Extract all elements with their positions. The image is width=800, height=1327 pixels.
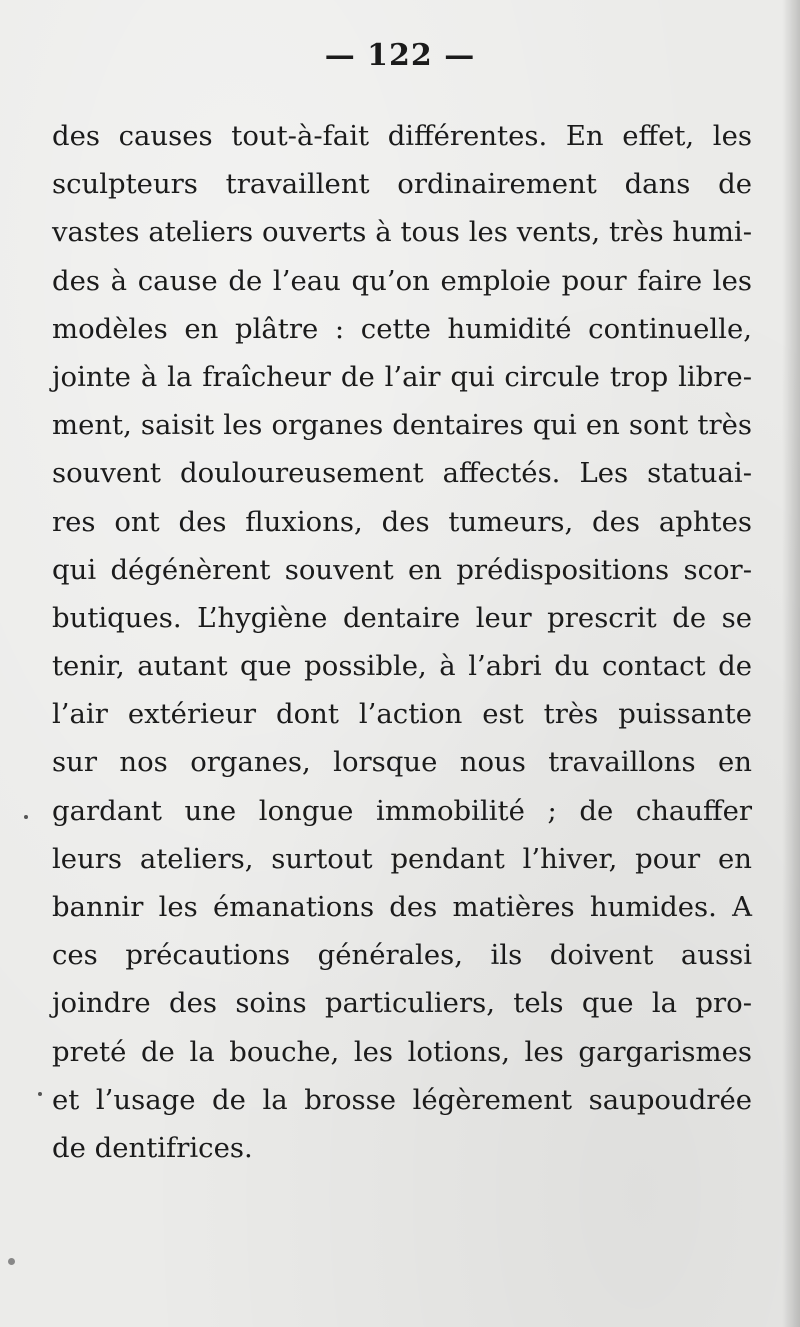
text-line: leurs ateliers, surtout pendant l’hiver, pour en — [52, 842, 752, 875]
text-line: joindre des soins particuliers, tels que la pro- — [52, 987, 752, 1020]
body-text — [52, 112, 752, 1172]
ink-speck — [38, 1092, 42, 1096]
text-line: jointe à la fraîcheur de l’air qui circule trop libre- — [52, 360, 752, 393]
text-line: res ont des fluxions, des tumeurs, des aphtes — [52, 505, 752, 538]
text-line: qui dégénèrent souvent en prédispositions scor- — [52, 553, 752, 586]
text-line: ment, saisit les organes dentaires qui en sont très — [52, 409, 752, 442]
text-line: sur nos organes, lorsque nous travaillons en — [52, 746, 752, 779]
ink-speck — [8, 1258, 15, 1265]
text-line: vastes ateliers ouverts à tous les vents, très humi- — [52, 216, 752, 249]
text-line: sculpteurs travaillent ordinairement dans de — [52, 168, 752, 201]
text-line: et l’usage de la brosse légèrement saupoudrée — [52, 1083, 752, 1116]
text-line: modèles en plâtre : cette humidité continuelle, — [52, 312, 752, 345]
text-line: preté de la bouche, les lotions, les gargarismes — [52, 1035, 752, 1068]
text-line: souvent douloureusement affectés. Les statuai- — [52, 457, 752, 490]
page-edge-shadow — [782, 0, 800, 1327]
page-number: — 122 — — [324, 38, 476, 73]
text-line: des à cause de l’eau qu’on emploie pour faire les — [52, 264, 752, 297]
text-line: de dentifrices. — [52, 1131, 253, 1164]
text-line: butiques. L’hygiène dentaire leur prescrit de se — [52, 601, 752, 634]
ink-speck — [24, 815, 28, 819]
text-line: gardant une longue immobilité ; de chauffer — [52, 794, 752, 827]
text-line: l’air extérieur dont l’action est très puissante — [52, 698, 752, 731]
text-line: bannir les émanations des matières humides. A — [52, 891, 752, 923]
text-line: ces précautions générales, ils doivent aussi — [52, 939, 752, 972]
text-line: des causes tout-à-fait différentes. En effet, les — [52, 120, 752, 152]
text-line: tenir, autant que possible, à l’abri du contact de — [52, 650, 752, 683]
